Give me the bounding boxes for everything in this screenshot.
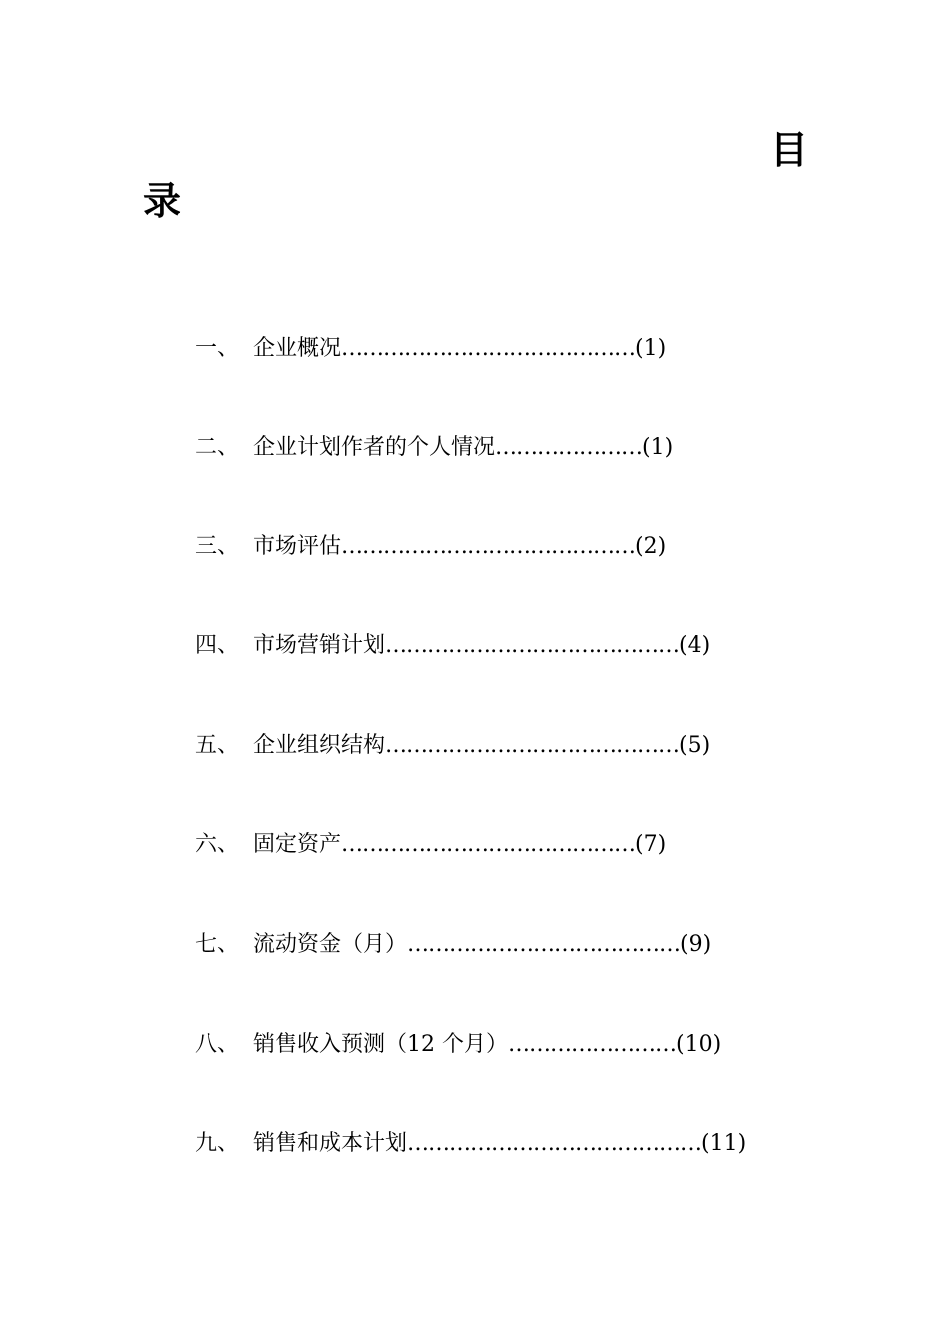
toc-entry-title: 流动资金（月）: [253, 932, 408, 957]
toc-leader-dots: ……………………………………: [385, 733, 680, 758]
toc-entry-number: 四、: [195, 633, 240, 658]
toc-entry-title: 市场营销计划: [253, 633, 386, 658]
toc-entry-number: 一、: [195, 336, 240, 361]
toc-entry-page: (7): [635, 832, 667, 857]
toc-entry-title: 企业概况: [253, 336, 342, 361]
toc-entry-number: 五、: [195, 733, 240, 758]
toc-leader-dots: ……………………………………: [341, 336, 636, 361]
toc-entry-title: 销售和成本计划: [253, 1131, 408, 1156]
toc-entry-title: 固定资产: [253, 832, 342, 857]
toc-entry-number: 九、: [195, 1131, 240, 1156]
toc-entry-6[interactable]: [195, 830, 666, 860]
toc-entry-page: (2): [635, 534, 667, 559]
toc-entry-title: 销售收入预测（12 个月）: [253, 1032, 508, 1057]
toc-leader-dots: ……………………………………: [341, 534, 636, 559]
toc-entry-page: (5): [679, 733, 711, 758]
toc-entry-number: 三、: [195, 534, 240, 559]
toc-entry-4[interactable]: [195, 631, 710, 661]
toc-leader-dots: ……………………………………: [407, 1131, 702, 1156]
toc-entry-1[interactable]: [195, 334, 666, 364]
toc-entry-number: 六、: [195, 832, 240, 857]
toc-entry-title: 企业计划作者的个人情况: [253, 435, 496, 460]
toc-entry-number: 二、: [195, 435, 240, 460]
toc-entry-number: 七、: [195, 932, 240, 957]
toc-entry-9[interactable]: [195, 1129, 746, 1159]
toc-entry-3[interactable]: [195, 532, 666, 562]
toc-entry-page: (10): [676, 1032, 722, 1057]
toc-leader-dots: …………………………………: [407, 932, 681, 957]
toc-leader-dots: ……………………………………: [341, 832, 636, 857]
toc-entry-page: (4): [679, 633, 711, 658]
toc-entry-page: (1): [635, 336, 667, 361]
toc-entry-5[interactable]: [195, 731, 710, 761]
toc-entry-page: (9): [680, 932, 712, 957]
toc-entry-8[interactable]: [195, 1030, 721, 1060]
toc-entry-page: (1): [642, 435, 674, 460]
toc-entry-number: 八、: [195, 1032, 240, 1057]
toc-heading-char-1: 目: [770, 128, 809, 172]
toc-entry-title: 企业组织结构: [253, 733, 386, 758]
toc-entry-title: 市场评估: [253, 534, 342, 559]
toc-entry-page: (11): [701, 1131, 747, 1156]
toc-leader-dots: ……………………: [508, 1032, 676, 1057]
toc-entry-2[interactable]: [195, 433, 673, 463]
toc-heading-char-2: 录: [143, 179, 182, 223]
toc-leader-dots: …………………: [495, 435, 643, 460]
toc-entry-7[interactable]: [195, 930, 711, 960]
toc-leader-dots: ……………………………………: [385, 633, 680, 658]
